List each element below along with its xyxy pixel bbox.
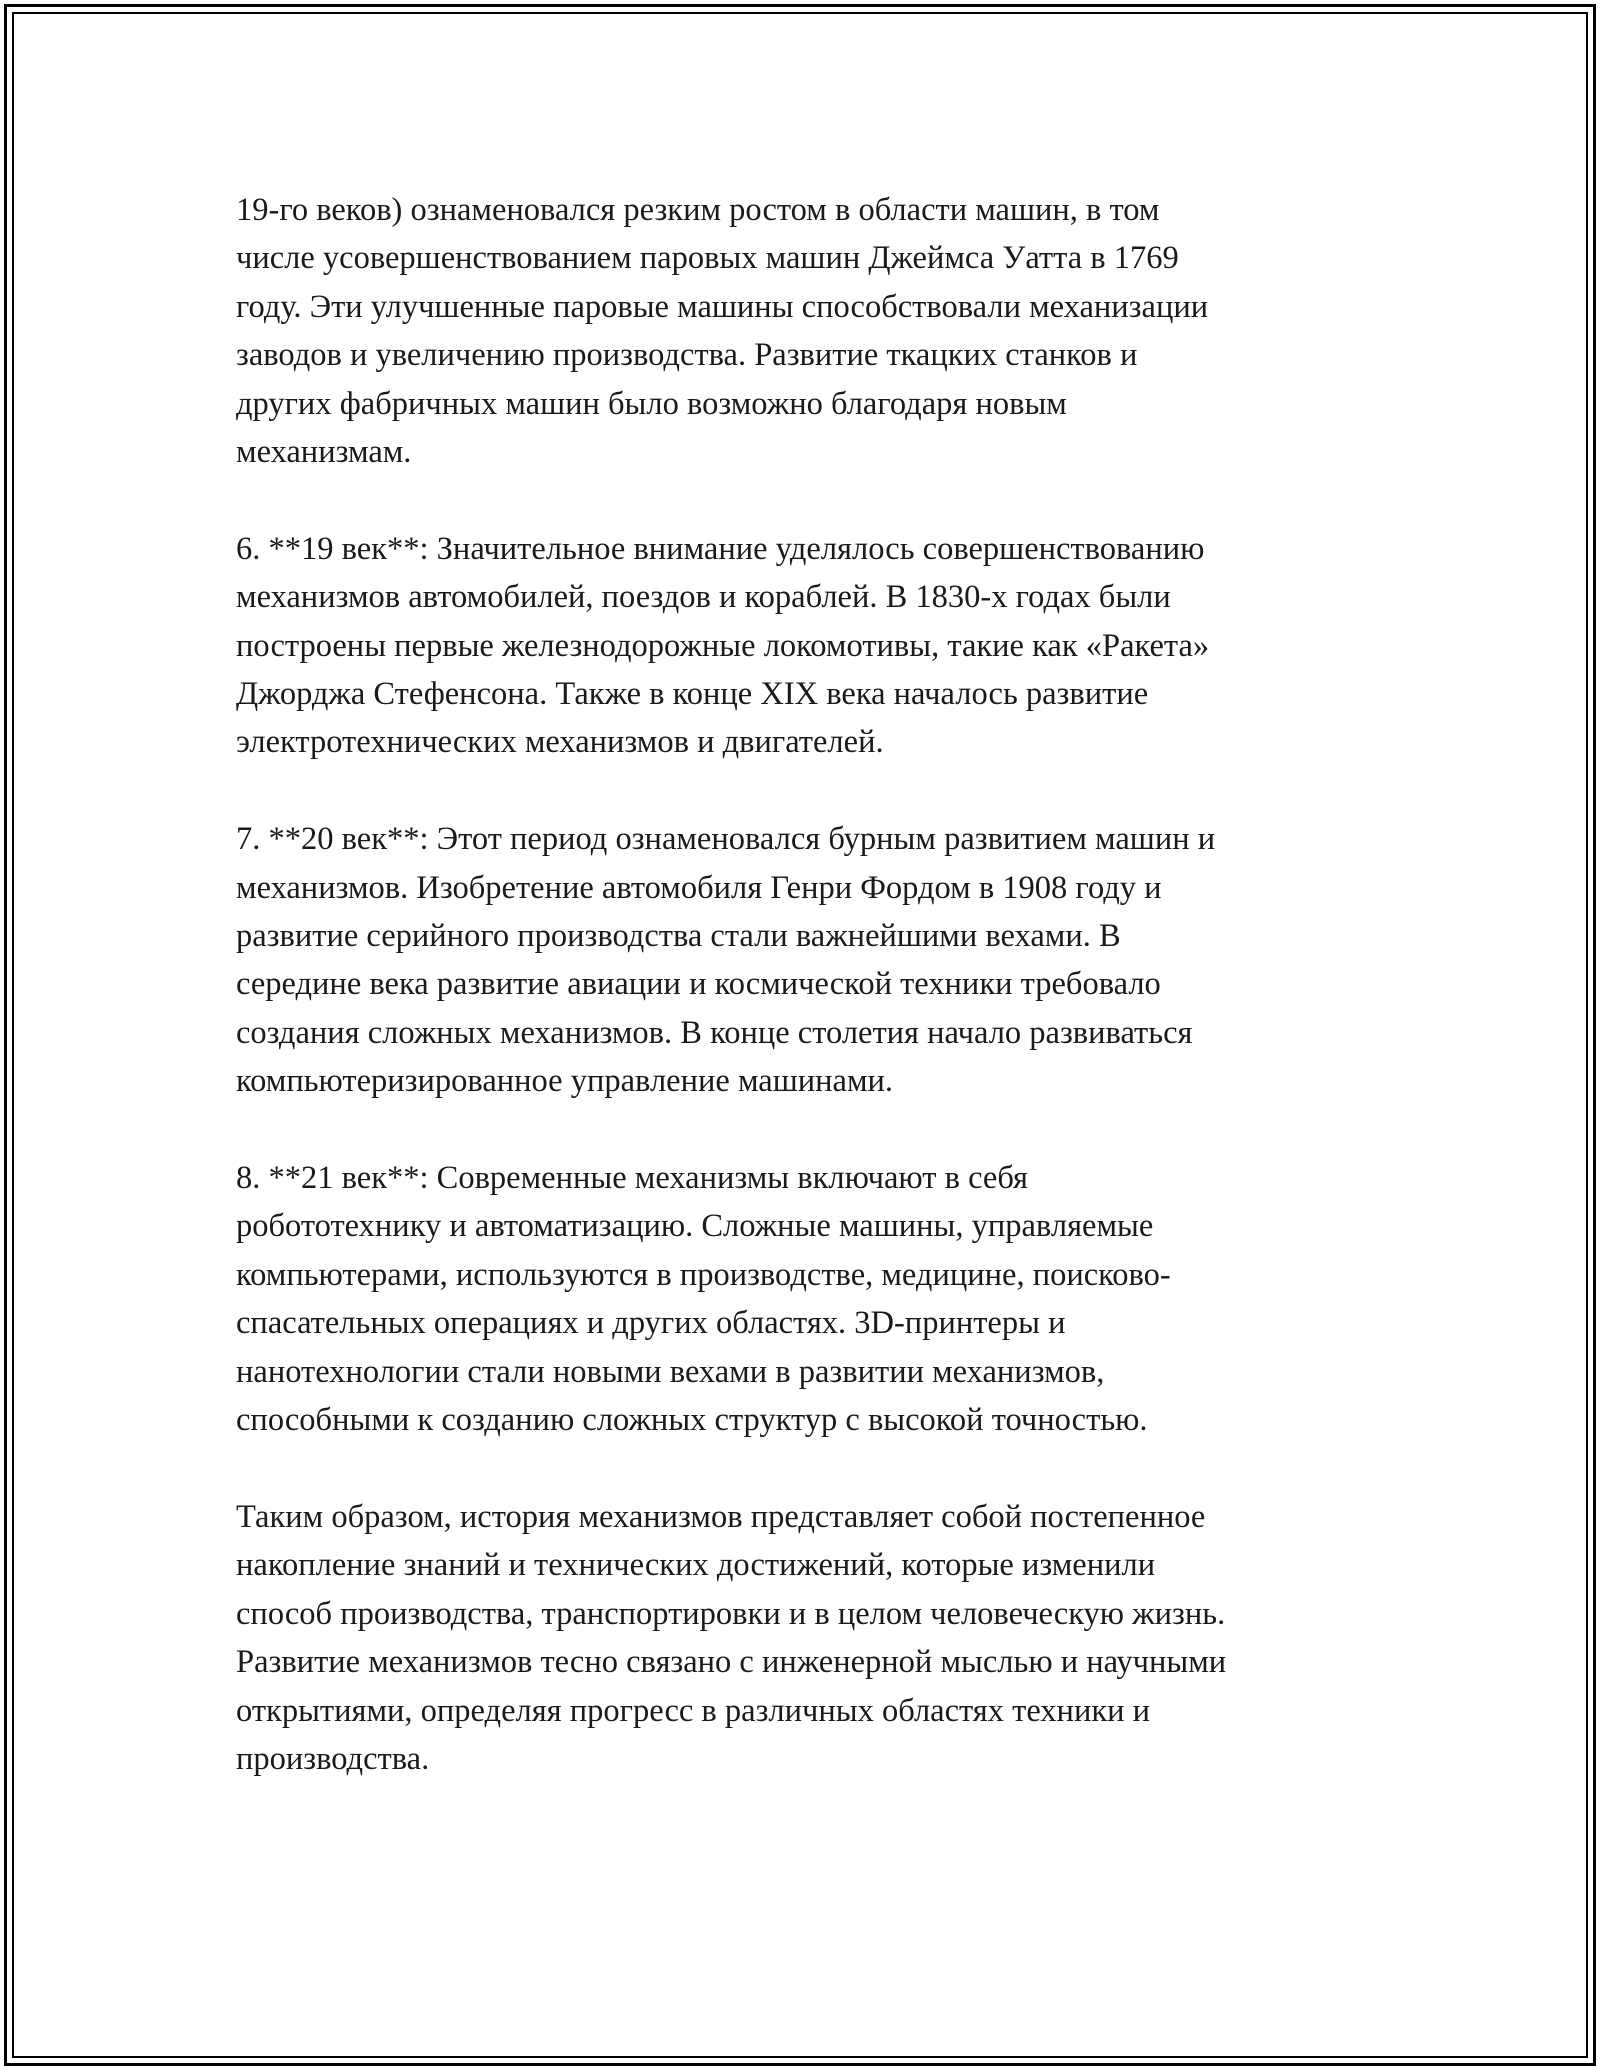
paragraph-21st-century: 8. **21 век**: Современные механизмы включают в себя робототехнику и автоматизацию. Сложные машины, управляемые компьютерами, используются в производстве, медицине, поисково- спасательных операциях и других областях. 3D-принтеры и нанотехнологии стали новыми вехами в развитии механизмов, способными к созданию сложных структур с высокой точностью.: [236, 1160, 1171, 1439]
paragraph-conclusion: Таким образом, история механизмов представляет собой постепенное накопление знаний и технических достижений, которые изменили способ производства, транспортировки и в целом человеческую жизнь. Развитие механизмов тесно связано с инженерной мыслью и научными открытиями, определяя прогресс в различных областях техники и производства.: [236, 1498, 1227, 1777]
paragraph-19th-century: 6. **19 век**: Значительное внимание уделялось совершенствованию механизмов автомобилей, поездов и кораблей. В 1830-х годах были построены первые железнодорожные локомотивы, такие как «Ракета» Джорджа Стефенсона. Также в конце XIX века началось развитие электротехнических механизмов и двигателей.: [236, 530, 1210, 761]
document-body: [236, 186, 1366, 1832]
paragraph-industrial-revolution: 19-го веков) ознаменовался резким ростом в области машин, в том числе усовершенствованием паровых машин Джеймса Уатта в 1769 году. Эти улучшенные паровые машины способствовали механизации заводов и увеличению производства. Развитие ткацких станков и других фабричных машин было возможно благодаря новым механизмам.: [236, 192, 1209, 471]
paragraph-20th-century: 7. **20 век**: Этот период ознаменовался бурным развитием машин и механизмов. Изобретение автомобиля Генри Фордом в 1908 году и развитие серийного производства стали важнейшими вехами. В середине века развитие авиации и космической техники требовало создания сложных механизмов. В конце столетия начало развиваться компьютеризированное управление машинами.: [236, 821, 1216, 1100]
